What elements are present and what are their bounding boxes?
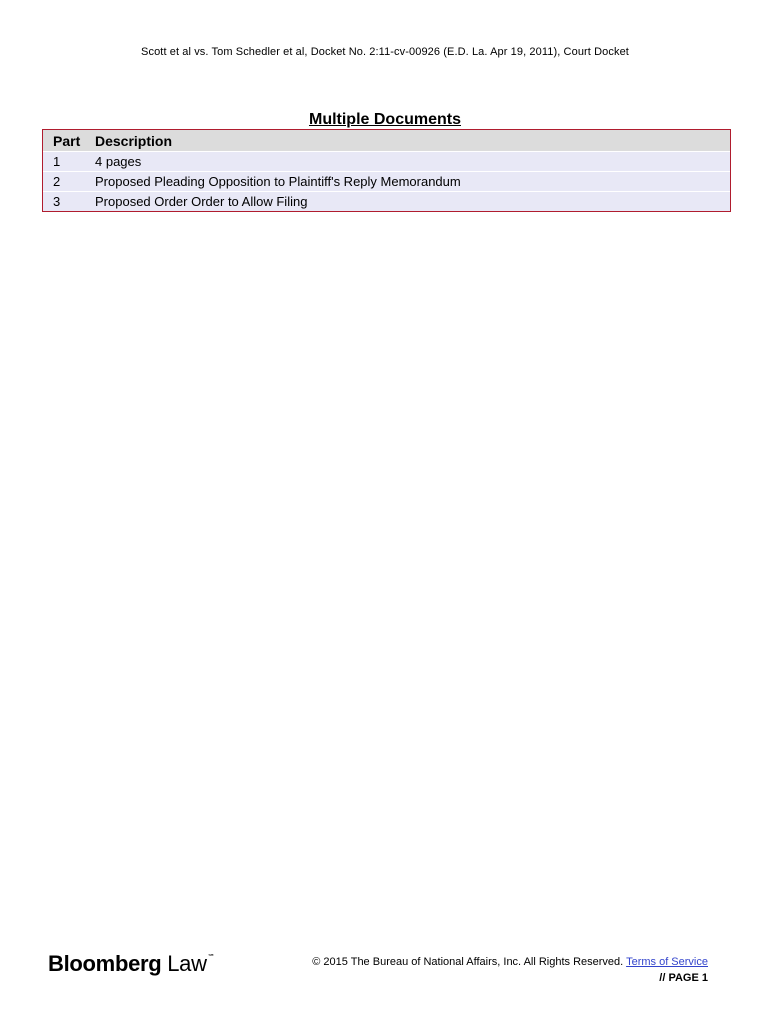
terms-of-service-link[interactable]: Terms of Service	[626, 956, 708, 968]
part-number: 3	[53, 194, 61, 209]
service-mark: ℠	[207, 954, 215, 961]
column-header-part: Part	[53, 132, 81, 149]
bloomberg-law-logo	[48, 951, 215, 977]
docket-citation: Scott et al vs. Tom Schedler et al, Docket No. 2:11-cv-00926 (E.D. La. Apr 19, 2011), Court Docket	[141, 46, 629, 58]
parts-table	[42, 129, 731, 212]
table-row[interactable]	[43, 191, 730, 211]
part-description: 4 pages	[95, 154, 142, 169]
document-title: Multiple Documents	[308, 111, 461, 128]
table-header-row	[43, 130, 730, 151]
table-row[interactable]	[43, 171, 730, 191]
logo-brand-sub: Law	[167, 951, 207, 976]
part-description: Proposed Order Order to Allow Filing	[95, 194, 308, 209]
copyright-notice: © 2015 The Bureau of National Affairs, Inc. All Rights Reserved.	[312, 956, 624, 968]
logo-brand-main: Bloomberg	[48, 951, 162, 976]
column-header-description: Description	[95, 132, 173, 149]
footer-legal	[312, 954, 708, 986]
part-number: 2	[53, 174, 61, 189]
part-number: 1	[53, 154, 61, 169]
page-number: // PAGE 1	[659, 972, 708, 984]
table-row[interactable]	[43, 151, 730, 171]
part-description: Proposed Pleading Opposition to Plaintiff's Reply Memorandum	[95, 174, 461, 189]
